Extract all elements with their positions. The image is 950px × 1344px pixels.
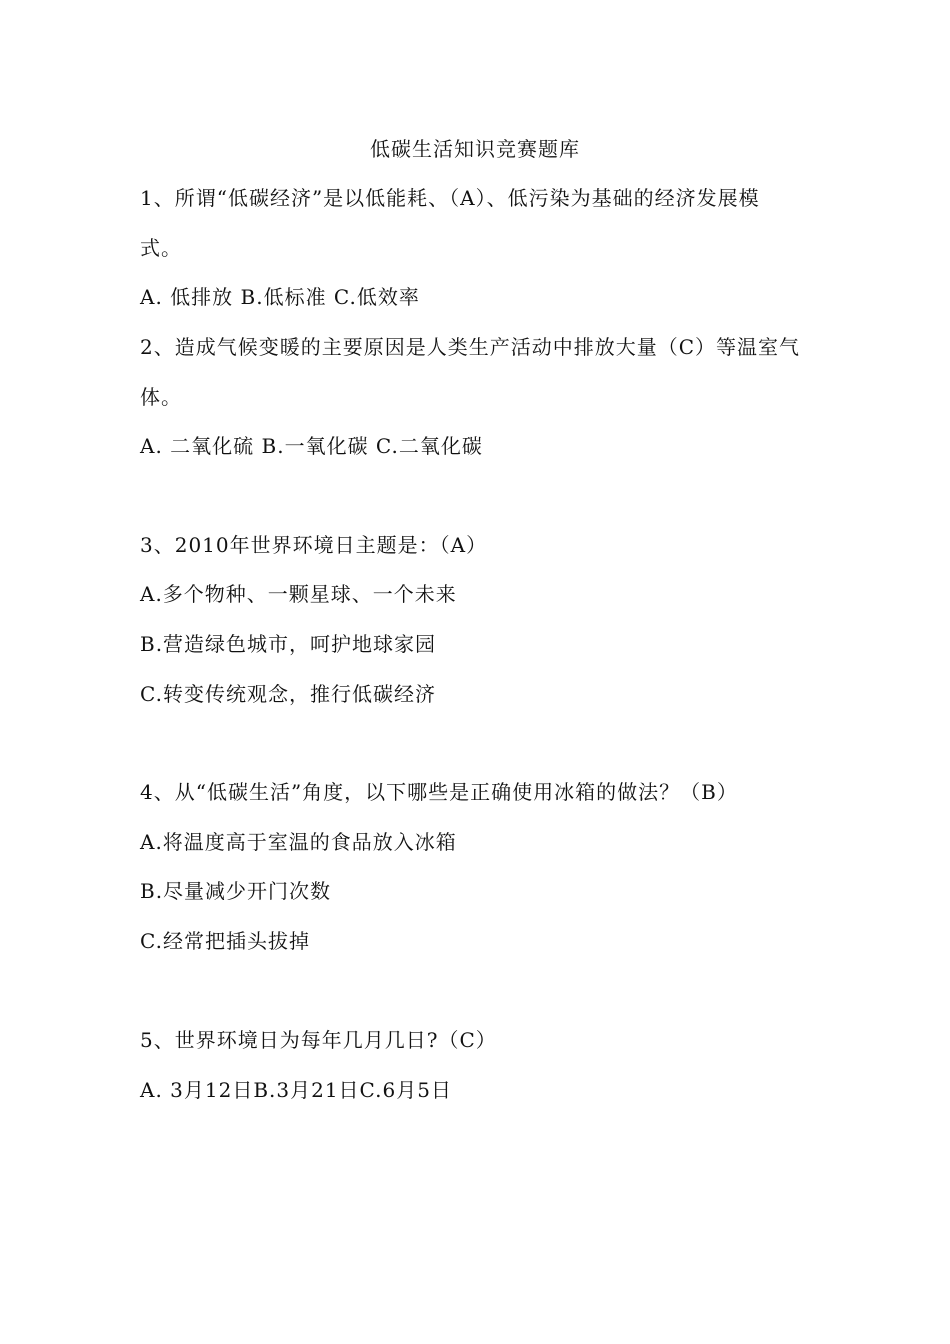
question-3-text: 3、2010年世界环境日主题是：（A） (140, 533, 488, 557)
question-3-option-a: A.多个物种、一颗星球、一个未来 (140, 582, 457, 606)
question-2-options: A. 二氧化硫 B.一氧化碳 C.二氧化碳 (140, 434, 483, 458)
question-2-text-continued: 体。 (140, 385, 182, 409)
question-3-option-c: C.转变传统观念，推行低碳经济 (140, 682, 436, 706)
question-1-options: A. 低排放 B.低标准 C.低效率 (140, 285, 420, 309)
question-4-option-a: A.将温度高于室温的食品放入冰箱 (140, 830, 457, 854)
question-5-options: A. 3月12日B.3月21日C.6月5日 (140, 1078, 452, 1102)
question-1-text-continued: 式。 (140, 236, 182, 260)
question-4-text: 4、从“低碳生活”角度，以下哪些是正确使用冰箱的做法？（B） (140, 780, 738, 804)
question-4-option-b: B.尽量减少开门次数 (140, 879, 332, 903)
question-5-text: 5、世界环境日为每年几月几日?（C） (140, 1028, 497, 1052)
question-3-option-b: B.营造绿色城市，呵护地球家园 (140, 632, 437, 656)
question-4-option-c: C.经常把插头拔掉 (140, 929, 310, 953)
question-1-text: 1、所谓“低碳经济”是以低能耗、（A）、低污染为基础的经济发展模 (140, 186, 760, 210)
question-2-text: 2、造成气候变暖的主要原因是人类生产活动中排放大量（C）等温室气 (140, 335, 801, 359)
document-title: 低碳生活知识竞赛题库 (370, 137, 580, 161)
